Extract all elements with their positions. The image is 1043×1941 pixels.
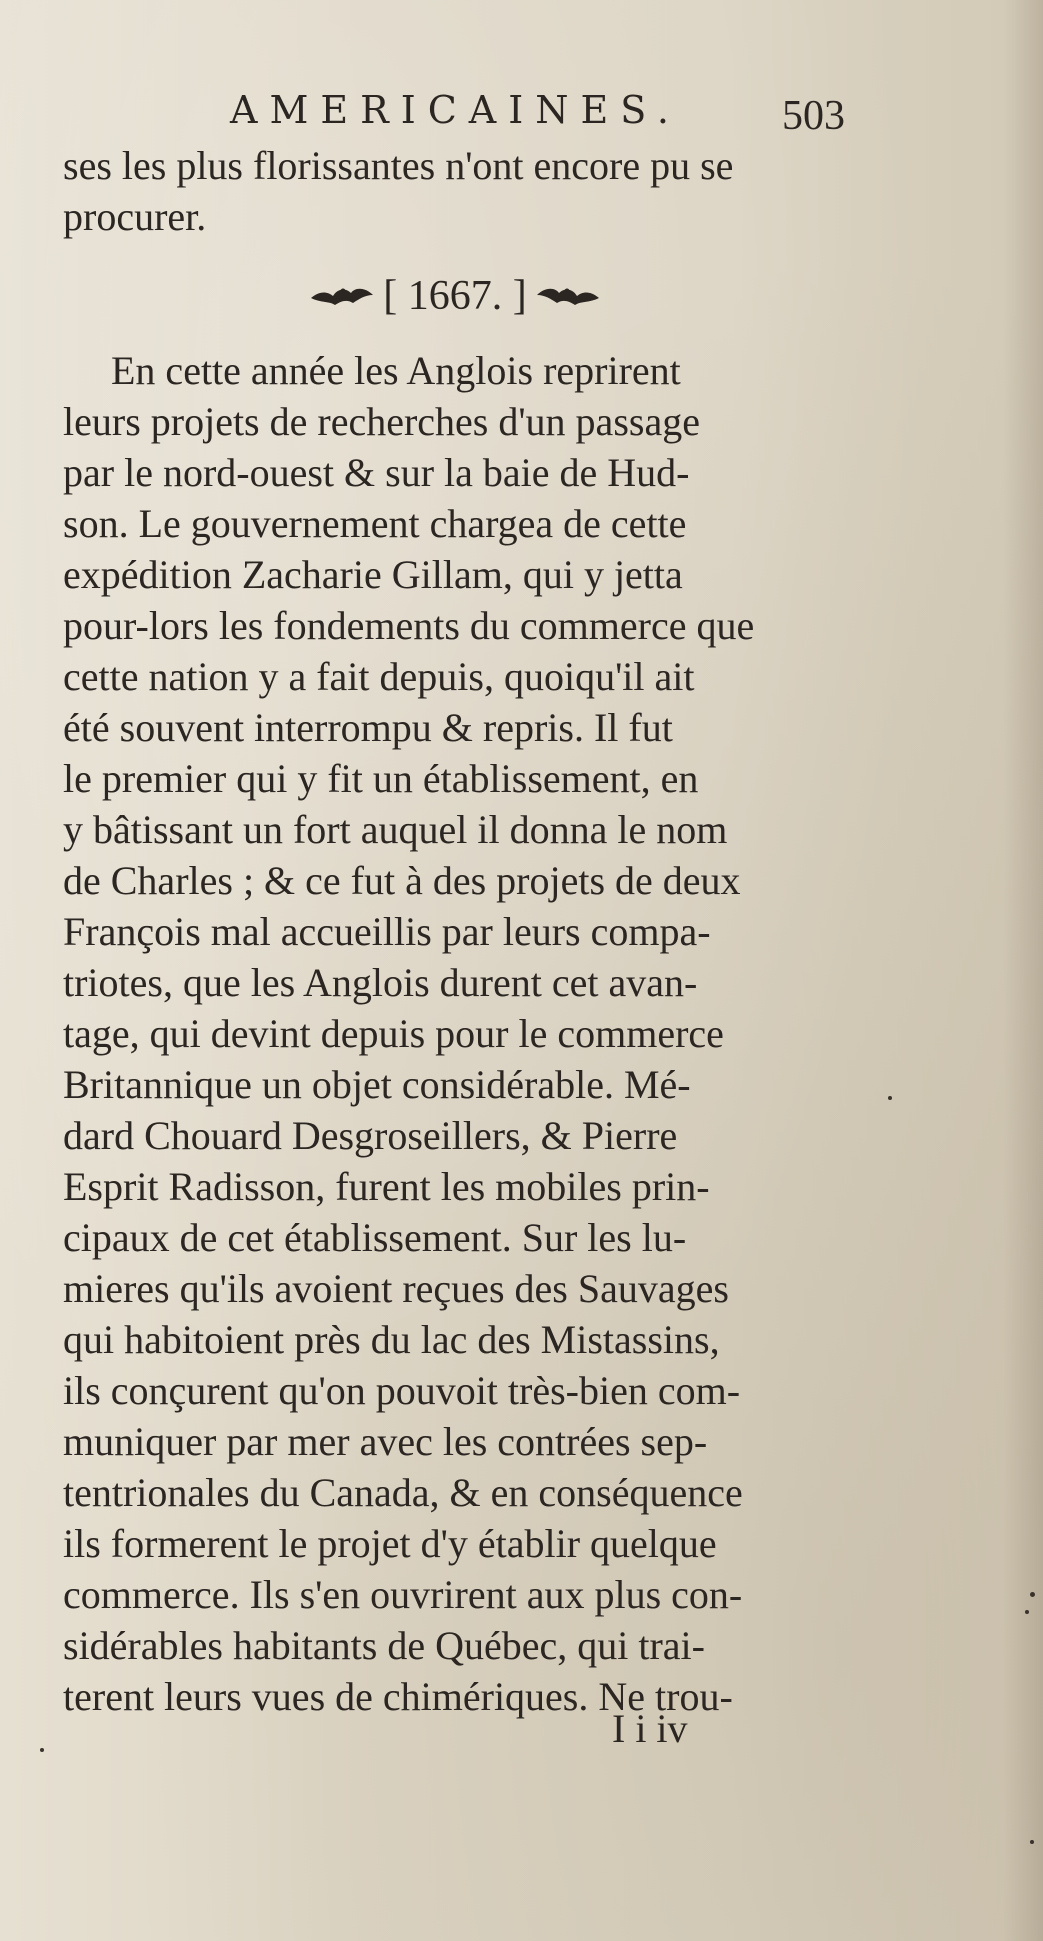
text-line: procurer. [63,194,207,239]
text-line: de Charles ; & ce fut à des projets de deux [63,858,741,903]
signature-mark: I i iv [612,1706,688,1751]
text-line: été souvent interrompu & repris. Il fut [63,705,673,750]
paper-speck [1030,1840,1034,1844]
text-line: Britannique un objet considérable. Mé- [63,1062,691,1107]
text-line: dard Chouard Desgroseillers, & Pierre [63,1113,678,1158]
text-line: tentrionales du Canada, & en conséquence [63,1470,743,1515]
text-line: pour-lors les fondements du commerce que [63,603,755,648]
text-line: leurs projets de recherches d'un passage [63,399,700,444]
text-line: muniquer par mer avec les contrées sep- [63,1419,708,1464]
paper-speck [888,1096,892,1100]
text-line: En cette année les Anglois reprirent [111,348,681,393]
text-line: qui habitoient près du lac des Mistassins, [63,1317,720,1362]
text-line: sidérables habitants de Québec, qui trai- [63,1623,705,1668]
text-line: ils conçurent qu'on pouvoit très-bien com- [63,1368,741,1413]
text-line: y bâtissant un fort auquel il donna le nom [63,807,728,852]
page-edge-shadow [1003,0,1043,1941]
text-line: triotes, que les Anglois durent cet avan- [63,960,698,1005]
right-fleuron-icon [533,281,603,311]
year-label: [ 1667. ] [383,273,527,319]
text-line: ses les plus florissantes n'ont encore pu se [63,143,734,188]
page-number: 503 [782,93,845,139]
text-line: tage, qui devint depuis pour le commerce [63,1011,724,1056]
text-line: ils formerent le projet d'y établir quelque [63,1521,717,1566]
running-head: AMERICAINES. [230,88,681,132]
paper-speck [40,1748,44,1752]
paper-speck [1025,1610,1029,1614]
text-line: par le nord-ouest & sur la baie de Hud- [63,450,690,495]
text-line: terent leurs vues de chimériques. Ne trou- [63,1674,733,1719]
text-line: François mal accueillis par leurs compa- [63,909,711,954]
paper-speck [1030,1592,1035,1597]
text-line: cipaux de cet établissement. Sur les lu- [63,1215,687,1260]
text-line: son. Le gouvernement chargea de cette [63,501,687,546]
main-paragraph [63,345,863,1722]
year-heading [285,266,625,326]
left-fleuron-icon [307,281,377,311]
text-line: expédition Zacharie Gillam, qui y jetta [63,552,683,597]
text-line: cette nation y a fait depuis, quoiqu'il ait [63,654,695,699]
text-line: mieres qu'ils avoient reçues des Sauvages [63,1266,729,1311]
text-line: Esprit Radisson, furent les mobiles prin- [63,1164,710,1209]
continued-text [63,140,863,242]
text-line: commerce. Ils s'en ouvrirent aux plus con- [63,1572,743,1617]
text-line: le premier qui y fit un établissement, en [63,756,699,801]
